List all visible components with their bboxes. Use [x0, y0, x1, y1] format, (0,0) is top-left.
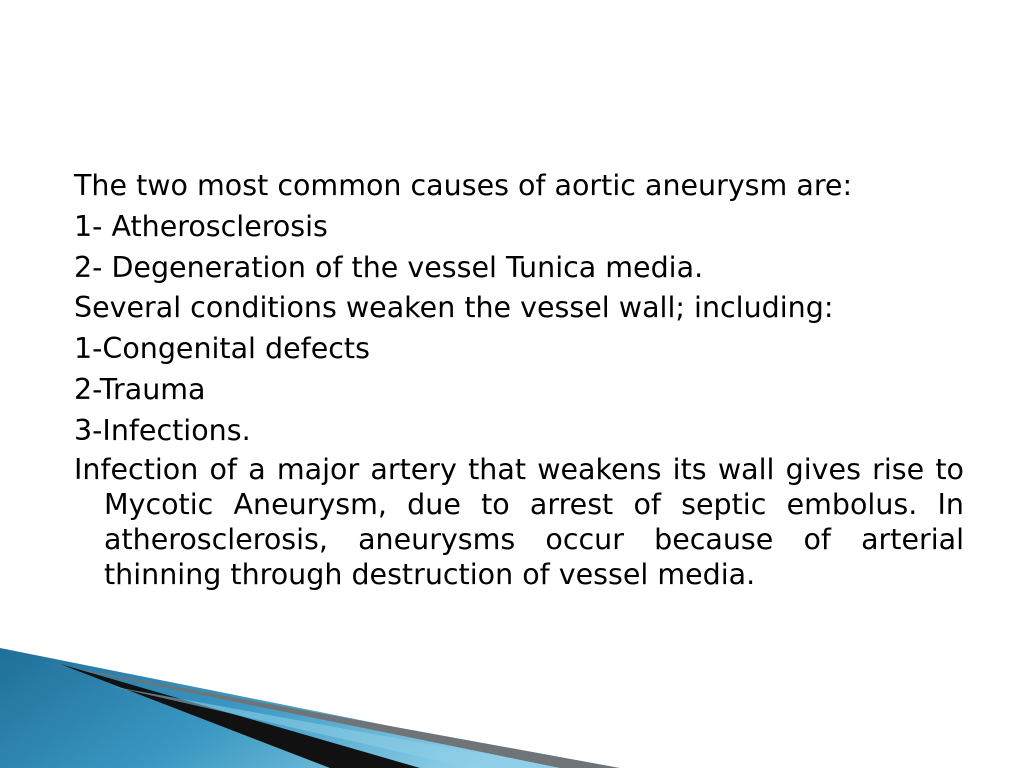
teal-wedge	[0, 648, 600, 768]
intro-line: The two most common causes of aortic aneurysm are:	[74, 169, 853, 202]
conditions-line: Several conditions weaken the vessel wall; including:	[74, 291, 834, 325]
slide-body	[74, 166, 964, 592]
light-teal-stripe	[110, 686, 560, 768]
cause-item-2: 2- Degeneration of the vessel Tunica media.	[74, 250, 704, 284]
gray-stripe	[40, 662, 620, 768]
condition-item-1: 1-Congenital defects	[74, 332, 370, 366]
condition-item-3: 3-Infections.	[74, 413, 251, 447]
black-stripe	[60, 664, 420, 768]
infection-paragraph: Infection of a major artery that weakens its wall gives rise to Mycotic Aneurysm, due to arrest of septic embolus. In atherosclerosis, aneurysms occur because of arterial thinning through destruction of vessel media.	[74, 452, 964, 591]
condition-item-2: 2-Trauma	[74, 372, 206, 406]
cause-item-1: 1- Atherosclerosis	[74, 209, 328, 243]
